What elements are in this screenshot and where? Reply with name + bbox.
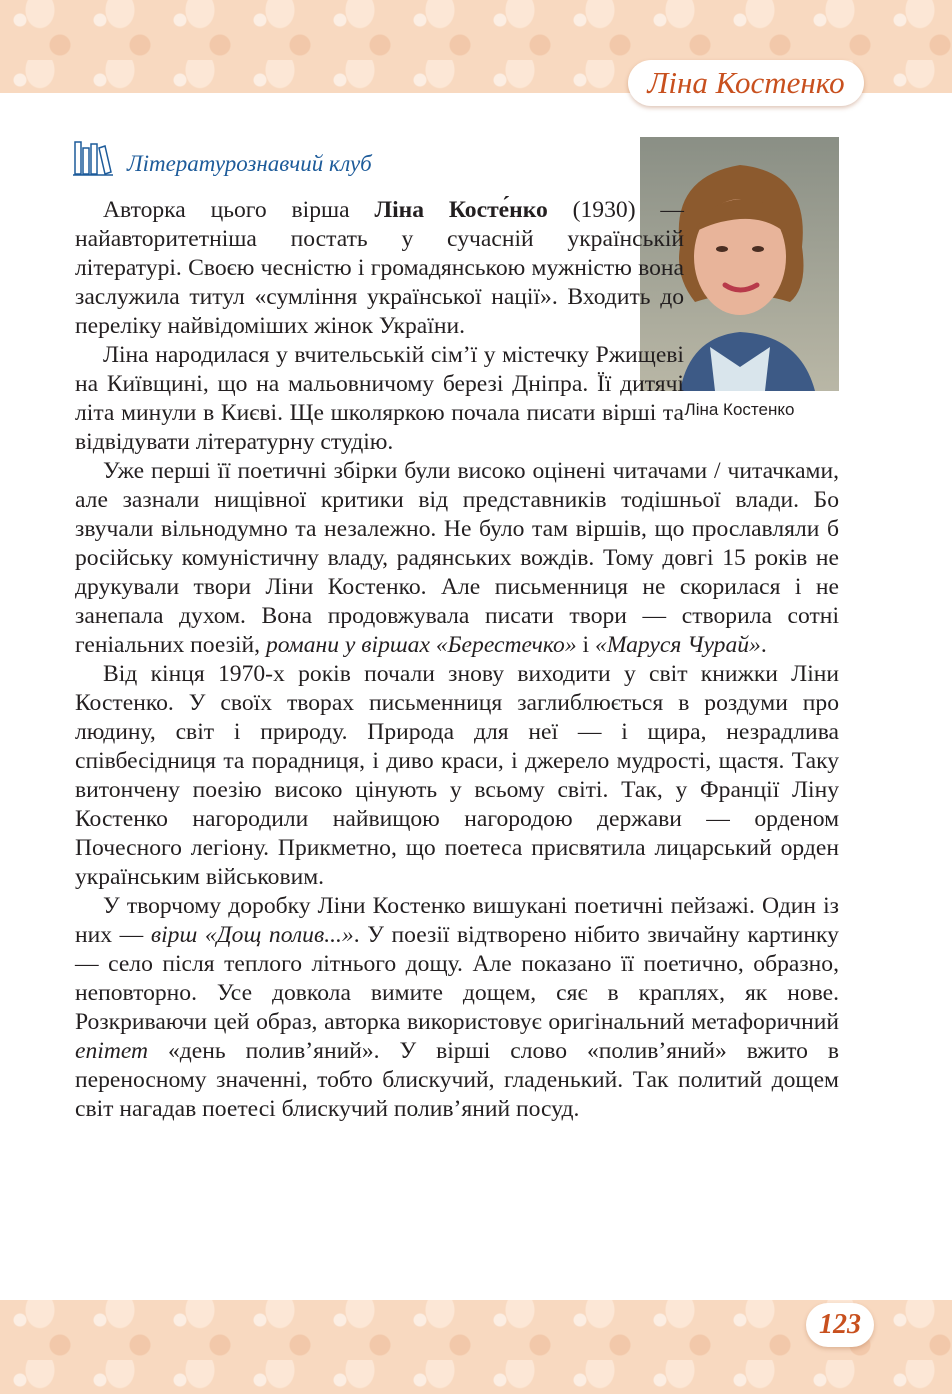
page-number: 123 — [806, 1303, 874, 1347]
paragraph-5: У творчому доробку Ліни Костенко вишукані поетичні пейзажі. Один із них — вірш «Дощ полив...». У поезії відтворено нібито звичайну картинку — село після теплого літнього дощу. Але показано її поетично, образно, неповторно. Усе довкола вимите дощем, сяє в краплях, як нове. Розкриваючи цей образ, авторка використовує оригінальний метафоричний епітет «день полив’яний». У вірші слово «полив’яний» вжито в переносному значенні, тобто блискучий, гладенький. Так политий дощем світ нагадав поетесі блискучий полив’яний посуд. — [75, 893, 839, 1122]
chapter-title: Ліна Костенко — [647, 65, 845, 100]
section-heading — [73, 138, 372, 178]
author-name: Ліна Косте́нко — [374, 197, 548, 223]
paragraph-2: Ліна народилася у вчительській сім’ї у містечку Ржищеві на Київщині, що на мальовничому березі Дніпра. Її дитячі літа минули в Києві. Ще школяркою почала писати вірші та відвідувати літературну студію. — [75, 342, 684, 455]
section-title: Літературознавчий клуб — [127, 151, 372, 176]
paragraph-3: Уже перші її поетичні збірки були високо оцінені читачами / читачками, але зазнали нищівної критики від представників тодішньої влади. Бо звучали вільнодумно та незалежно. Не було там віршів, що прославляли б російську комуністичну владу, радянських вождів. Тому довгі 15 років не друкували твори Ліни Костенко. Але письменниця не скорилася і не занепала духом. Вона продовжувала писати твори — створила сотні геніальних поезій, романи у віршах «Берестечко» і «Маруся Чурай». — [75, 458, 839, 658]
paragraph-4: Від кінця 1970-х років почали знову виходити у світ книжки Ліни Костенко. У своїх творах письменниця заглиблюється в роздуми про людину, світ і природу. Природа для неї — і щира, незрадлива співбесідниця та порадниця, і диво краси, і джерело мудрості, щастя. Таку витончену поезію високо цінують у всьому світі. Так, у Франції Ліну Костенко нагородили найвищою нагородою держави — орденом Почесного легіону. Прикметно, що поетеса присвятила лицарський орден українським військовим. — [75, 661, 839, 890]
paragraph-1: Авторка цього вірша Ліна Косте́нко (1930) — найавторитетніша постать у сучасній українській літературі. Своєю чесністю і громадянською мужністю вона заслужила титул «сумління української нації». Входить до переліку найвідоміших жінок України. — [75, 197, 684, 339]
photo-caption: Ліна Костенко — [684, 400, 795, 419]
chapter-header — [628, 60, 864, 106]
books-icon — [73, 138, 113, 178]
article-body — [75, 196, 839, 1124]
